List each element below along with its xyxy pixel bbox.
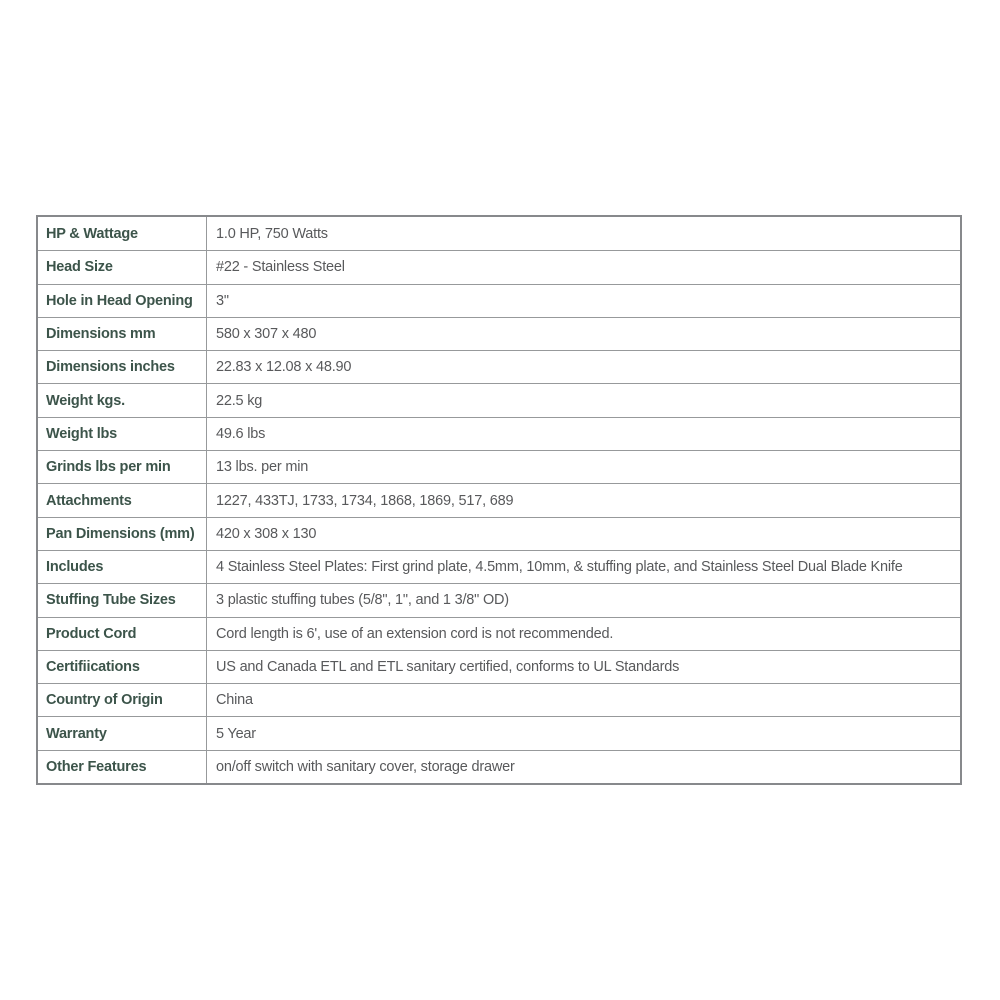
spec-row xyxy=(38,617,960,650)
spec-label: Head Size xyxy=(38,251,207,283)
spec-row xyxy=(38,250,960,283)
spec-row xyxy=(38,450,960,483)
spec-value: 3" xyxy=(216,292,229,309)
spec-value: 13 lbs. per min xyxy=(216,459,309,476)
spec-row xyxy=(38,750,960,783)
product-spec-table xyxy=(36,215,962,785)
spec-label: Includes xyxy=(38,551,207,583)
spec-value: 22.5 kg xyxy=(216,392,263,409)
spec-row xyxy=(38,284,960,317)
spec-label: Other Features xyxy=(38,751,207,783)
spec-row xyxy=(38,417,960,450)
spec-label: Product Cord xyxy=(38,618,207,650)
spec-label: Hole in Head Opening xyxy=(38,285,207,317)
spec-label: HP & Wattage xyxy=(38,217,207,250)
spec-value: #22 - Stainless Steel xyxy=(216,259,345,276)
spec-label: Grinds lbs per min xyxy=(38,451,207,483)
spec-label: Country of Origin xyxy=(38,684,207,716)
spec-label: Certifiications xyxy=(38,651,207,683)
spec-row xyxy=(38,683,960,716)
spec-row xyxy=(38,383,960,416)
spec-label: Stuffing Tube Sizes xyxy=(38,584,207,616)
spec-label: Attachments xyxy=(38,484,207,516)
spec-value: 49.6 lbs xyxy=(216,425,266,442)
spec-value: on/off switch with sanitary cover, storage drawer xyxy=(216,758,515,775)
spec-row xyxy=(38,317,960,350)
spec-value: 580 x 307 x 480 xyxy=(216,326,317,343)
spec-row xyxy=(38,350,960,383)
spec-label: Weight kgs. xyxy=(38,384,207,416)
spec-value: China xyxy=(216,692,253,709)
spec-label: Dimensions inches xyxy=(38,351,207,383)
spec-row xyxy=(38,217,960,250)
spec-label: Weight lbs xyxy=(38,418,207,450)
spec-value: 1.0 HP, 750 Watts xyxy=(216,225,328,242)
spec-value: 3 plastic stuffing tubes (5/8", 1", and 1 3/8" OD) xyxy=(216,592,509,609)
spec-label: Pan Dimensions (mm) xyxy=(38,518,207,550)
spec-value: 22.83 x 12.08 x 48.90 xyxy=(216,359,352,376)
spec-value: Cord length is 6', use of an extension cord is not recommended. xyxy=(216,625,614,642)
spec-row xyxy=(38,716,960,749)
spec-row xyxy=(38,517,960,550)
spec-label: Dimensions mm xyxy=(38,318,207,350)
spec-row xyxy=(38,550,960,583)
spec-row xyxy=(38,583,960,616)
spec-value: 1227, 433TJ, 1733, 1734, 1868, 1869, 517, 689 xyxy=(216,492,514,509)
spec-row xyxy=(38,650,960,683)
spec-label: Warranty xyxy=(38,717,207,749)
spec-value: 4 Stainless Steel Plates: First grind plate, 4.5mm, 10mm, & stuffing plate, and Stainless Steel Dual Blade Knife xyxy=(216,559,903,576)
spec-value: 5 Year xyxy=(216,725,256,742)
spec-row xyxy=(38,483,960,516)
spec-value: 420 x 308 x 130 xyxy=(216,525,317,542)
spec-value: US and Canada ETL and ETL sanitary certified, conforms to UL Standards xyxy=(216,659,680,675)
